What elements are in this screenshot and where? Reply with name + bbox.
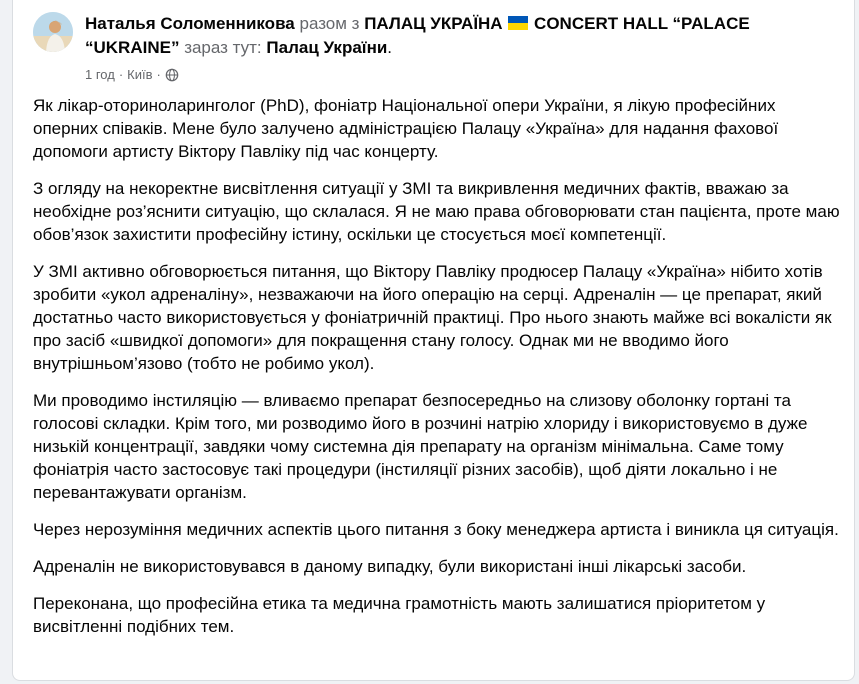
header-period: .: [387, 38, 393, 57]
post-meta: [85, 67, 179, 83]
meta-separator: ·: [156, 67, 161, 82]
post-header-text: [85, 12, 805, 60]
ukraine-flag-icon: [508, 16, 528, 30]
paragraph: З огляду на некоректне висвітлення ситуації у ЗМІ та викривлення медичних фактів, вважаю за необхідне роз’яснити ситуацію, що склалася. Я не маю права обговорювати стан пацієнта, проте маю обов’язок захистити професійну істину, оскільки це стосується моєї компетенції.: [33, 179, 840, 244]
paragraph: Ми проводимо інстиляцію — вливаємо препарат безпосередньо на слизову оболонку гортані та голосові складки. Крім того, ми розводимо його в розчині натрію хлориду і використовуємо в дуже низькій концентрації, завдяки чому системна дія препарату на організм мінімальна. Саме тому фоніатрія часто застосовує такі процедури (інстиляції різних засобів), щоб діяти локально і не перевантажувати організм.: [33, 391, 808, 502]
post-body: [33, 94, 843, 652]
tagged-page-name: ПАЛАЦ УКРАЇНА: [364, 14, 503, 33]
tagged-page-name-rest: CONCERT HALL “PALACE “UKRAINE”: [85, 14, 750, 57]
avatar-image: [33, 12, 73, 52]
post-city[interactable]: Київ: [127, 67, 153, 82]
with-label: разом з: [299, 14, 360, 33]
globe-icon[interactable]: [165, 68, 179, 82]
post-card: [12, 0, 855, 681]
paragraph: Як лікар-оториноларинголог (PhD), фоніатр Національної опери України, я лікую професійних оперних співаків. Мене було залучено адміністрацією Палацу «Україна» для надання фахової допомоги артисту Віктору Павліку під час концерту.: [33, 96, 779, 161]
paragraph: Переконана, що професійна етика та медична грамотність мають залишатися пріоритетом у висвітленні подібних тем.: [33, 594, 766, 636]
paragraph: У ЗМІ активно обговорюється питання, що Віктору Павліку продюсер Палацу «Україна» нібито хотів зробити «укол адреналіну», незважаючи на його операцію на серці. Адреналін — це препарат, який достатньо часто використовується у фоніатричній практиці. Про нього знають майже всі вокалісти як про засіб «швидкої допомоги» для покращення стану голосу. Однак ми не вводимо його внутрішньом’язово (тобто не робимо укол).: [33, 262, 832, 373]
paragraph: Через нерозуміння медичних аспектів цього питання з боку менеджера артиста і виникла ця ситуація.: [33, 520, 839, 539]
post-time[interactable]: 1 год: [85, 67, 115, 82]
paragraph: Адреналін не використовувався в даному випадку, були використані інші лікарські засоби.: [33, 557, 747, 576]
avatar[interactable]: [33, 12, 73, 52]
author-name[interactable]: Наталья Соломенникова: [85, 14, 295, 33]
location-link[interactable]: Палац України: [266, 38, 388, 57]
meta-separator: ·: [118, 67, 124, 82]
location-label: зараз тут:: [184, 38, 262, 57]
